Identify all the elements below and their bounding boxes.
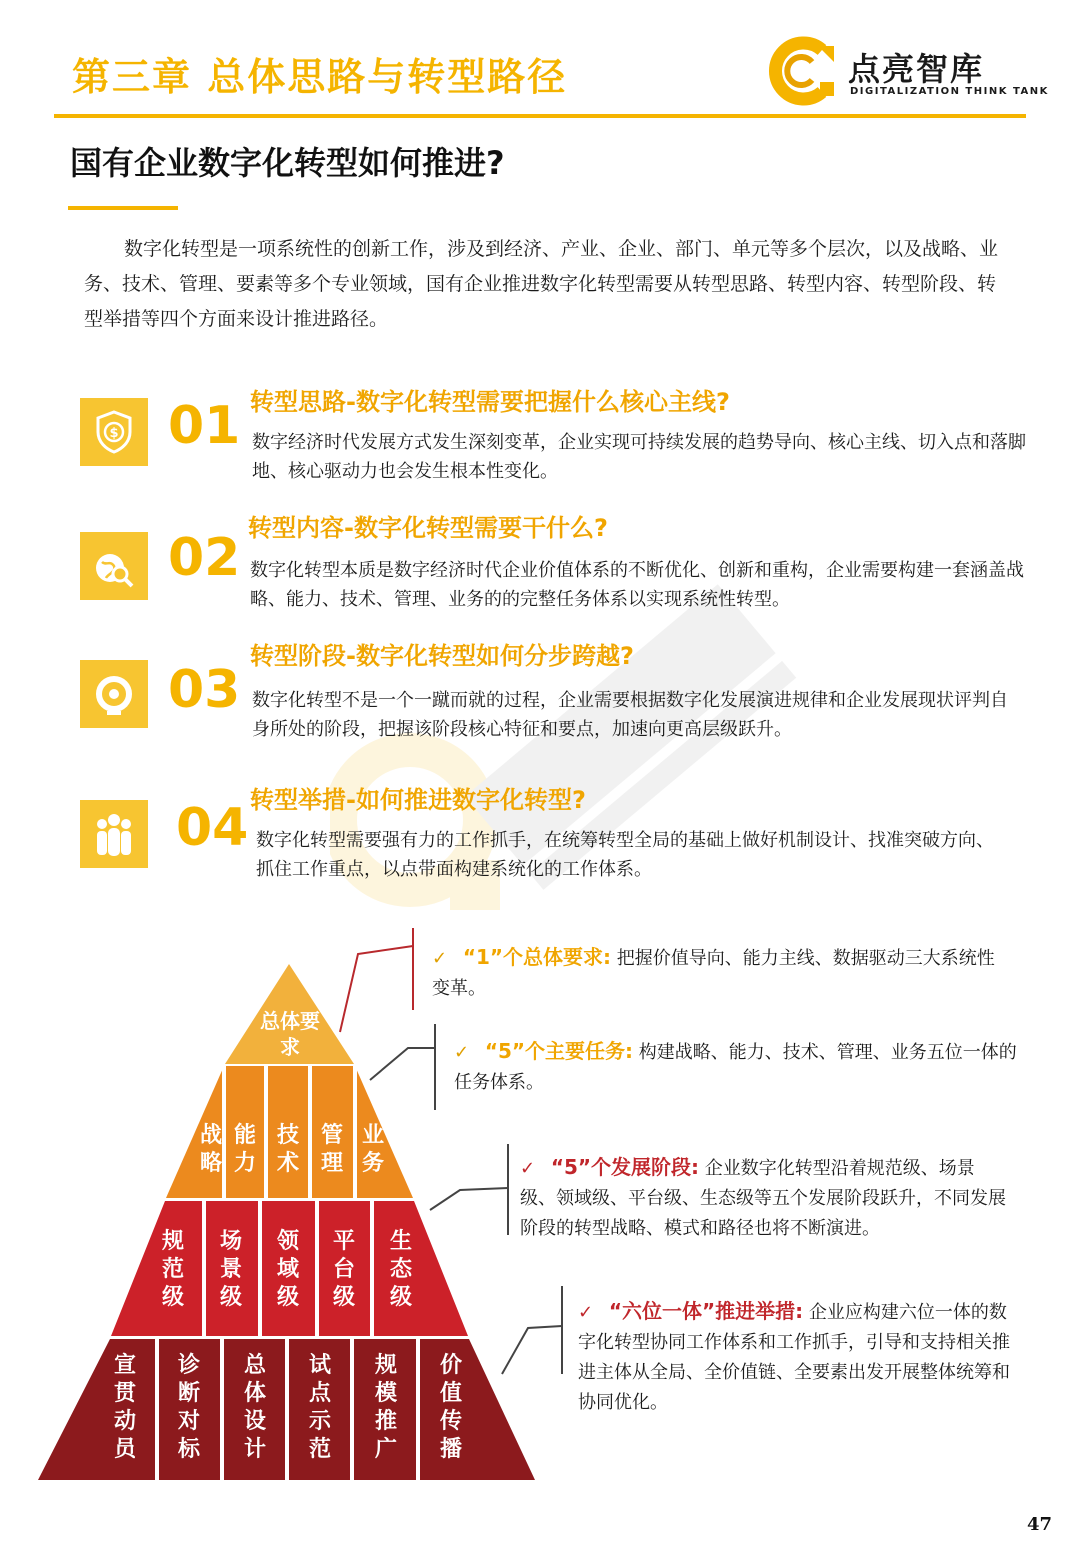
item-description: 数字化转型本质是数字经济时代企业价值体系的不断优化、创新和重构，企业需要构建一套涵盖战略、能力、技术、管理、业务的的完整任务体系以实现系统性转型。 [250,560,1024,610]
bullet-text: 构建战略、能力、技术、管理、业务五位一体的任务体系。 [454,1042,1017,1093]
chapter-title: 第三章 总体思路与转型路径 [72,55,568,99]
page-heading: 国有企业数字化转型如何推进? [70,144,505,182]
check-icon: ✓ [520,1158,536,1179]
item-number: 04 [176,798,249,858]
item-description: 数字经济时代发展方式发生深刻变革，企业实现可持续发展的趋势导向、核心主线、切入点和落脚地、核心驱动力也会发生根本性变化。 [252,432,1026,482]
pyramid-tier4-label: 价值传播 [439,1353,462,1462]
page-number: 47 [1026,1514,1052,1535]
item-icon-box [80,800,148,868]
logo-mark-icon [775,43,834,99]
pyramid-tier4-label: 试点示范 [308,1353,331,1462]
pyramid-tier3-label: 场景级 [219,1229,242,1310]
bullet-text: 企业数字化转型沿着规范级、场景级、领域级、平台级、生态级等五个发展阶段跃升，不同发展阶段的转型战略、模式和路径也将不断演进。 [520,1158,1006,1239]
check-icon: ✓ [432,948,448,969]
pyramid-top-label: 总体要求 [260,1009,320,1059]
pyramid-tier4-label: 规模推广 [374,1353,397,1462]
bullet-text: 把握价值导向、能力主线、数据驱动三大系统性变革。 [432,948,995,999]
pyramid-tier3-label: 领域级 [276,1229,299,1310]
bullet-text: 企业应构建六位一体的数字化转型协同工作体系和工作抓手，引导和支持相关推进主体从全局、全价值链、全要素出发开展整体统筹和协同优化。 [578,1302,1010,1413]
pyramid-tier2-label: 能力 [233,1123,256,1176]
item-title: 转型思路-数字化转型需要把握什么核心主线? [250,388,730,416]
bullet-six-in-one-measures [578,1296,1018,1418]
item-description: 数字化转型需要强有力的工作抓手，在统筹转型全局的基础上做好机制设计、找准突破方向、抓住工作重点，以点带面构建系统化的工作体系。 [256,830,994,880]
header-divider [54,114,1026,118]
pyramid-tier3-label: 生态级 [389,1229,412,1310]
item-title: 转型举措-如何推进数字化转型? [250,786,586,814]
pyramid-tier2-label: 技术 [276,1123,299,1176]
bullet-main-tasks [454,1036,1024,1098]
pyramid-tier3-label: 规范级 [161,1229,184,1310]
pyramid-tier4-label: 诊断对标 [177,1353,200,1462]
logo-name: 点亮智库 [848,50,985,88]
check-icon: ✓ [454,1042,470,1063]
connector-line [500,1280,580,1410]
item-title: 转型阶段-数字化转型如何分步跨越? [250,642,634,670]
item-icon-box [80,660,148,728]
bullet-heading: “5”个发展阶段: [550,1155,700,1179]
item-number: 01 [168,396,241,456]
check-icon: ✓ [578,1302,594,1323]
item-description: 数字化转型不是一个一蹴而就的过程，企业需要根据数字化发展演进规律和企业发展现状评判自身所处的阶段，把握该阶段核心特征和要点，加速向更高层级跃升。 [252,690,1008,740]
people-group-icon [80,800,148,868]
intro-paragraph: 数字化转型是一项系统性的创新工作，涉及到经济、产业、企业、部门、单元等多个层次，以及战略、业务、技术、管理、要素等多个专业领域，国有企业推进数字化转型需要从转型思路、转型内容、转型阶段、转型举措等四个方面来设计推进路径。 [84,238,999,330]
bullet-heading: “5”个主要任务: [484,1039,634,1063]
pyramid-tier4-label: 总体设计 [243,1353,266,1462]
pyramid-tier2-label: 管理 [320,1123,343,1176]
item-icon-box [80,532,148,600]
pyramid-tier3-label: 平台级 [332,1229,355,1310]
pyramid-tier2-label: 战略 [199,1123,222,1176]
bullet-heading: “六位一体”推进举措: [608,1299,804,1323]
heading-underline [68,206,178,210]
item-title: 转型内容-数字化转型需要干什么? [248,514,608,542]
bullet-heading: “1”个总体要求: [462,945,612,969]
disc-icon [80,660,148,728]
pyramid-tier2-label: 业务 [361,1123,384,1176]
item-number: 02 [168,528,241,588]
logo-subtitle: DIGITALIZATION THINK TANK [850,86,1049,97]
svg-text:$: $ [109,426,119,441]
bullet-development-stages [520,1152,1010,1244]
item-icon-box [80,398,148,466]
globe-search-icon [80,532,148,600]
pyramid-tier4-label: 宣贯动员 [113,1353,136,1462]
item-number: 03 [168,660,241,720]
bullet-overall-requirement [432,942,1012,1004]
shield-dollar-icon [80,398,148,466]
